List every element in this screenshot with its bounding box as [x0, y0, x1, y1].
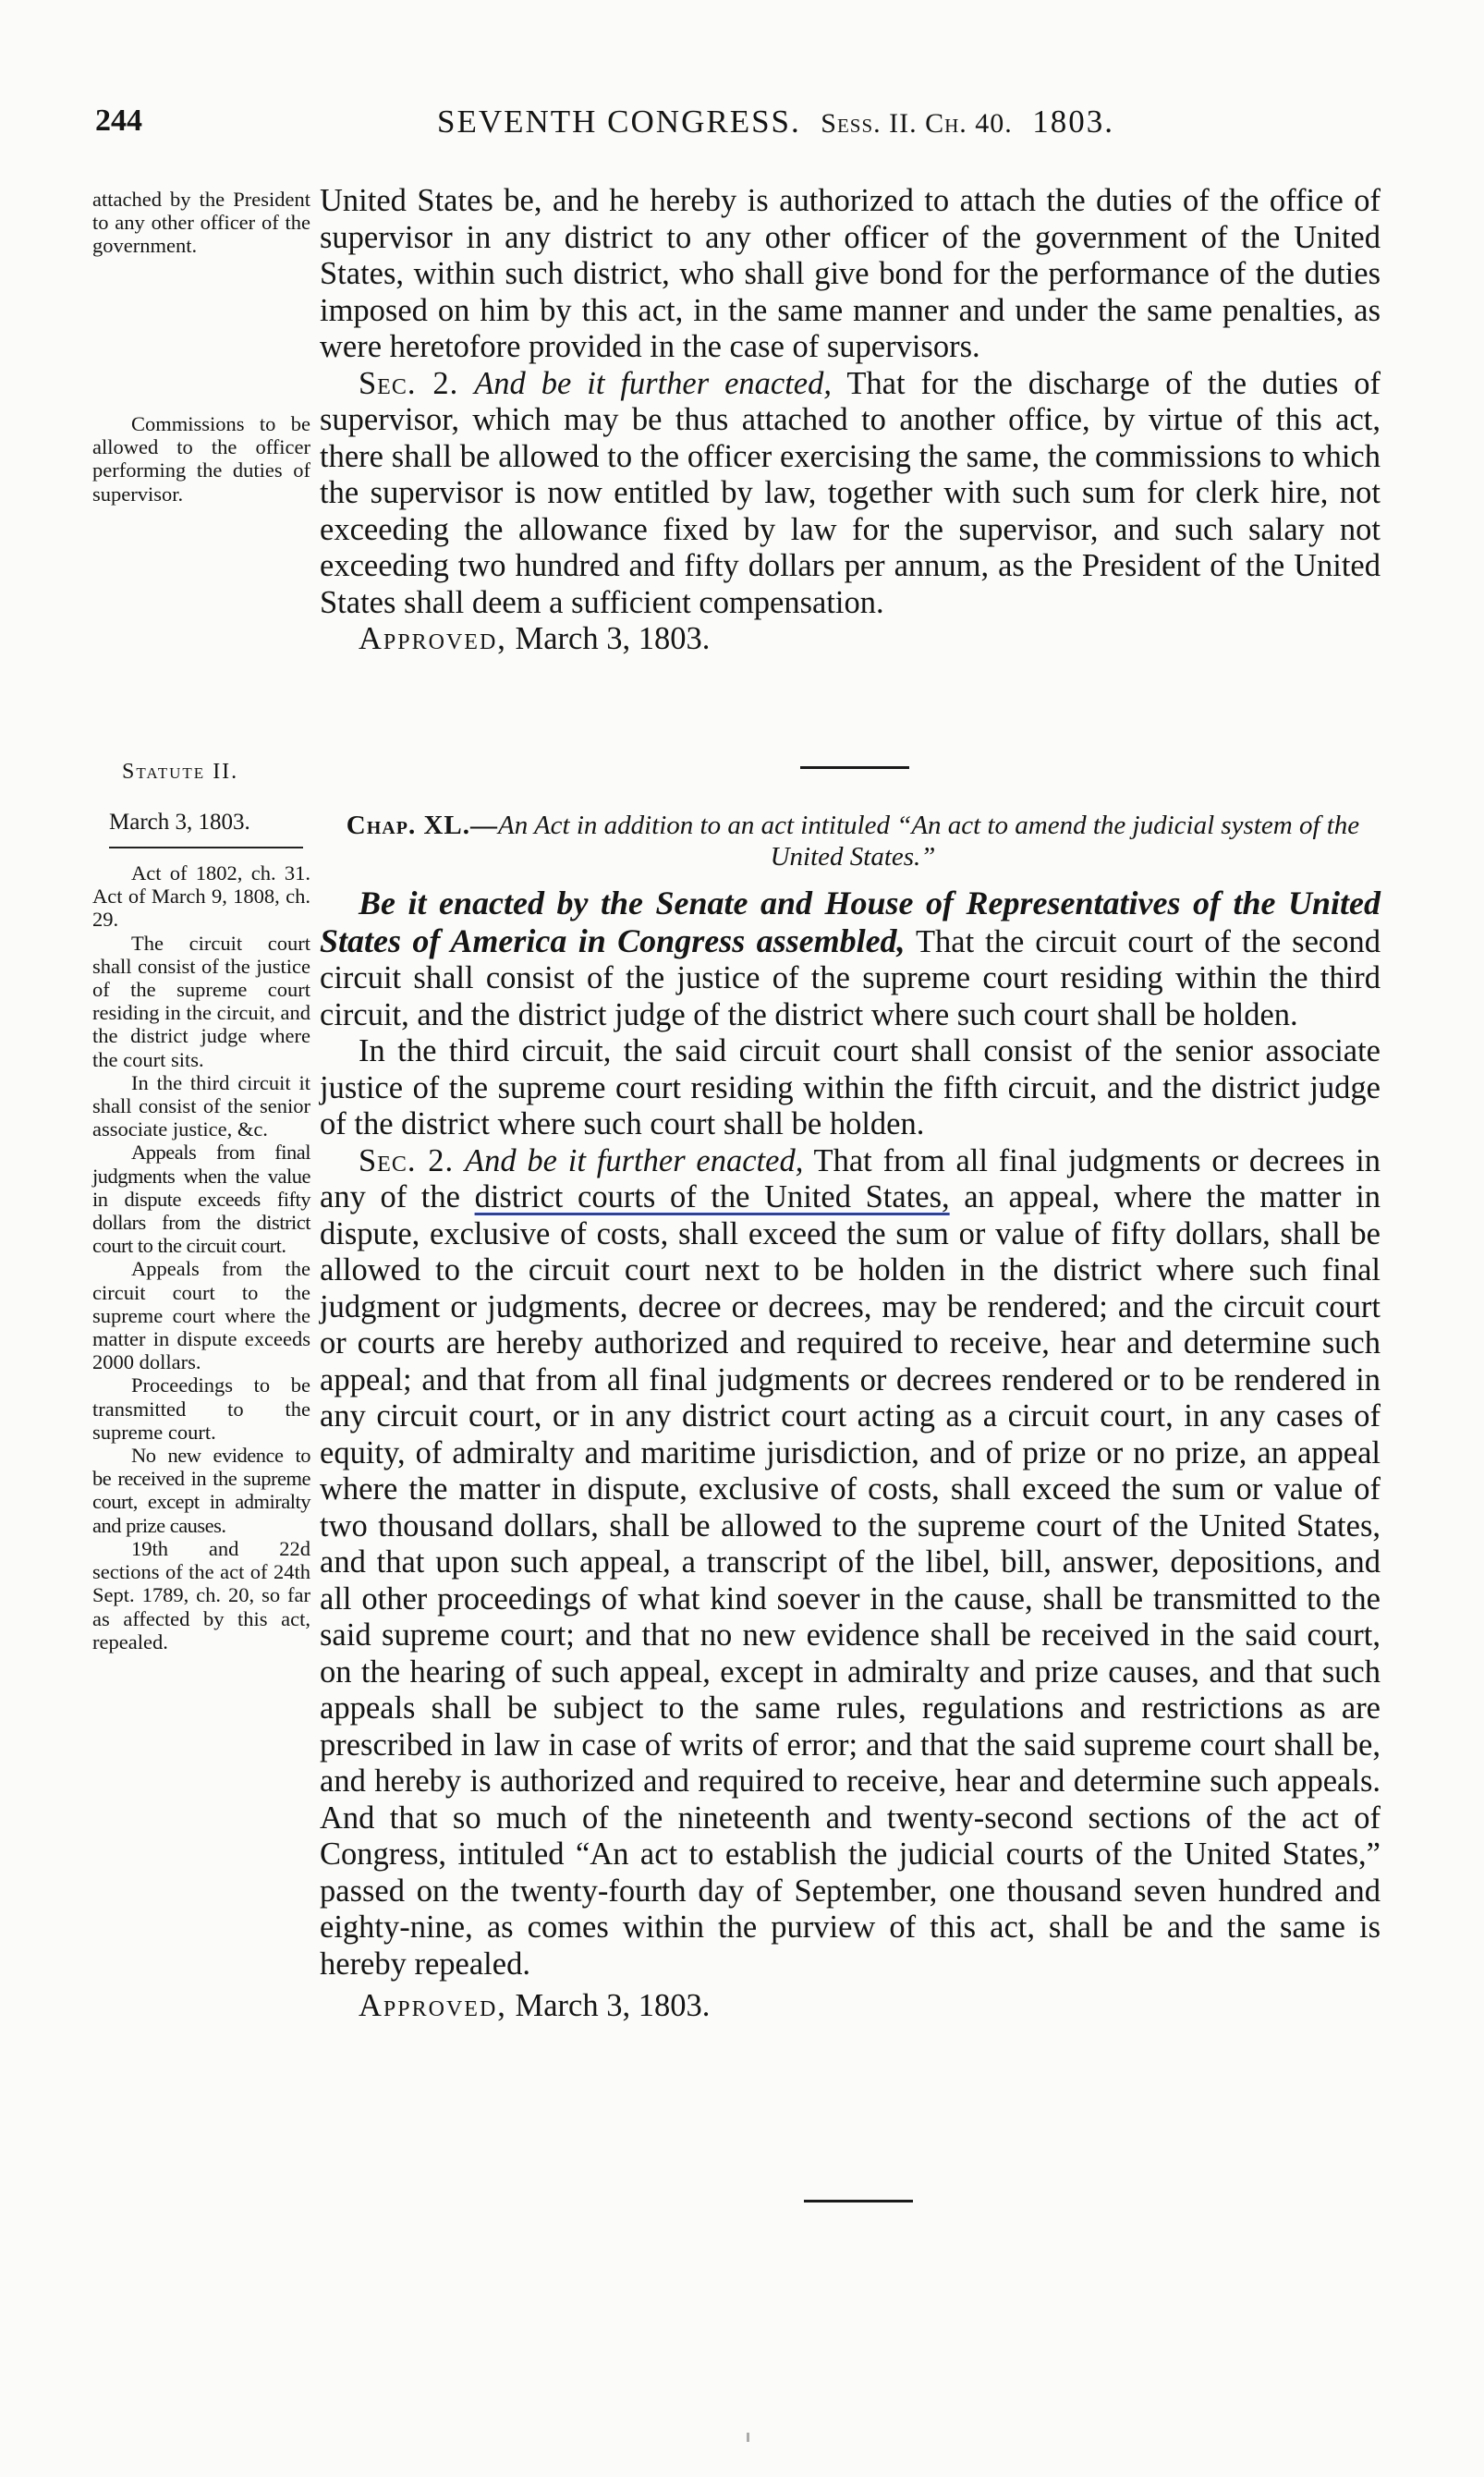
section-label-2: Sec. 2.	[359, 1142, 455, 1178]
paragraph-appeals: Sec. 2. And be it further enacted, That from all final judgments or decrees in any of the district courts of the United States, an appeal, where the matter in dispute, exclusive of costs, shall exceed the sum or value of fifty dollars, shall be allowed to the circuit court next to be holden in the district where such final judgment or judgments, decree or decrees, may be rendered; and the circuit court or courts are hereby authorized and required to receive, hear and determine such appeal; and that from all final judgments or decrees rendered or to be rendered in any circuit court, or in any district court acting as a circuit court, in any cases of equity, of admiralty and maritime jurisdiction, and of prize or no prize, an appeal where the matter in dispute, exclusive of costs, shall exceed the sum or value of two thousand dollars, shall be allowed to the supreme court of the United States, and that upon such appeal, a transcript of the libel, bill, answer, depositions, and all other proceedings of what kind soever in the cause, shall be transmitted to the said supreme court; and that no new evidence shall be received in the said court, on the hearing of such appeal, except in admiralty and prize causes, and that such appeals shall be subject to the same rules, regulations and restrictions as are prescribed in law in case of writs of error; and that the said supreme court shall be, and hereby is authorized and required to receive, hear and determine such appeals. And that so much of the nineteenth and twenty-second sections of the act of Congress, intituled “An act to establish the judicial courts of the United States,” passed on the twenty-fourth day of September, one thousand seven hundred and eighty-nine, as comes within the purview of this act, shall be and the same is hereby repealed.	[320, 1142, 1381, 1982]
congress-title: SEVENTH CONGRESS.	[437, 104, 801, 140]
approved-line-2: Approved, March 3, 1803.	[359, 1988, 711, 2023]
margin-note-appeals-circuit: Appeals from the circuit court to the supreme court where the matter in dispute exceeds 2000 dollars.	[92, 1257, 310, 1374]
margin-note-proceedings: Proceedings to be transmitted to the supreme court.	[92, 1373, 310, 1444]
chapter-title: An Act in addition to an act intituled “An act to amend the judicial system of the United States.”	[498, 811, 1360, 872]
paragraph-supervisor: United States be, and he hereby is authorized to attach the duties of the office of supervisor in any district to any other officer of the government of the United States, within such district, who shall give bond for the performance of the duties imposed on him by this act, in the same manner and under the same penalties, as were heretofore provided in the case of supervisors.	[320, 183, 1381, 364]
chapter-heading	[323, 810, 1382, 872]
body-section-2	[320, 885, 1381, 2025]
paragraph-sec2: Sec. 2. And be it further enacted, That for the discharge of the duties of supervisor, which may be thus attached to another office, by virtue of this act, there shall be allowed to the officer exercising the same, the commissions to which the supervisor is now entitled by law, together with such sum for clerk hire, not exceeding the allowance fixed by law for the supervisor, and such salary not exceeding two hundred and fifty dollars per annum, as the President of the United States shall deem a sufficient compensation.	[320, 365, 1381, 620]
paragraph-third-circuit: In the third circuit, the said circuit court shall consist of the senior associate justice of the supreme court residing within the fifth circuit, and the district judge of the district where such court shall be holden.	[320, 1033, 1381, 1141]
section-rule-2	[804, 2200, 913, 2202]
page-number: 244	[95, 104, 142, 138]
margin-note-attached: attached by the President to any other officer of the government.	[92, 188, 310, 258]
approved-line-1: Approved, March 3, 1803.	[359, 621, 711, 656]
margin-note-circuit-court: The circuit court shall consist of the justice of the supreme court residing in the circuit, and the district judge where the court sits.	[92, 931, 310, 1071]
header-year: 1803.	[1032, 104, 1115, 140]
chapter-number: Chap. XL.—	[346, 811, 498, 840]
enacting-phrase-2: And be it further enacted,	[465, 1142, 804, 1178]
enacting-phrase: And be it further enacted,	[474, 365, 832, 401]
session-chapter: Sess. II. Ch. 40.	[821, 108, 1013, 139]
margin-note-sections-repealed: 19th and 22d sections of the act of 24th Sept. 1789, ch. 20, so far as affected by this act, repealed.	[92, 1536, 310, 1653]
section-rule-1	[800, 766, 909, 769]
body-section-1	[320, 183, 1381, 658]
margin-notes-chapter	[92, 861, 310, 1653]
margin-note-no-new-evidence: No new evidence to be received in the supreme court, except in admiralty and prize causes.	[92, 1444, 310, 1537]
margin-note-appeals-district: Appeals from final judgments when the value in dispute exceeds fifty dollars from the district court to the circuit court.	[92, 1141, 310, 1258]
margin-note-acts: Act of 1802, ch. 31. Act of March 9, 1808, ch. 29.	[92, 861, 310, 932]
enacting-clause: Be it enacted by the Senate and House of Representatives of the United States of America in Congress assembled,	[320, 885, 1381, 959]
running-title	[437, 104, 1114, 140]
underlined-phrase: district courts of the United States,	[474, 1179, 950, 1214]
section-label: Sec. 2.	[359, 365, 459, 401]
margin-note-commissions: Commissions to be allowed to the officer performing the duties of supervisor.	[92, 412, 310, 506]
margin-note-third-circuit: In the third circuit it shall consist of the senior associate justice, &c.	[92, 1070, 310, 1141]
chapter-date: March 3, 1803.	[109, 810, 250, 835]
page-speck	[747, 2433, 749, 2442]
date-rule	[109, 847, 303, 848]
paragraph-enacting: Be it enacted by the Senate and House of Representatives of the United States of America in Congress assembled, That the circuit court of the second circuit shall consist of the justice of the supreme court residing within the third circuit, and the district judge of the district where such court shall be holden.	[320, 885, 1381, 1032]
running-head	[95, 104, 1389, 150]
statute-label: Statute II.	[122, 760, 239, 784]
